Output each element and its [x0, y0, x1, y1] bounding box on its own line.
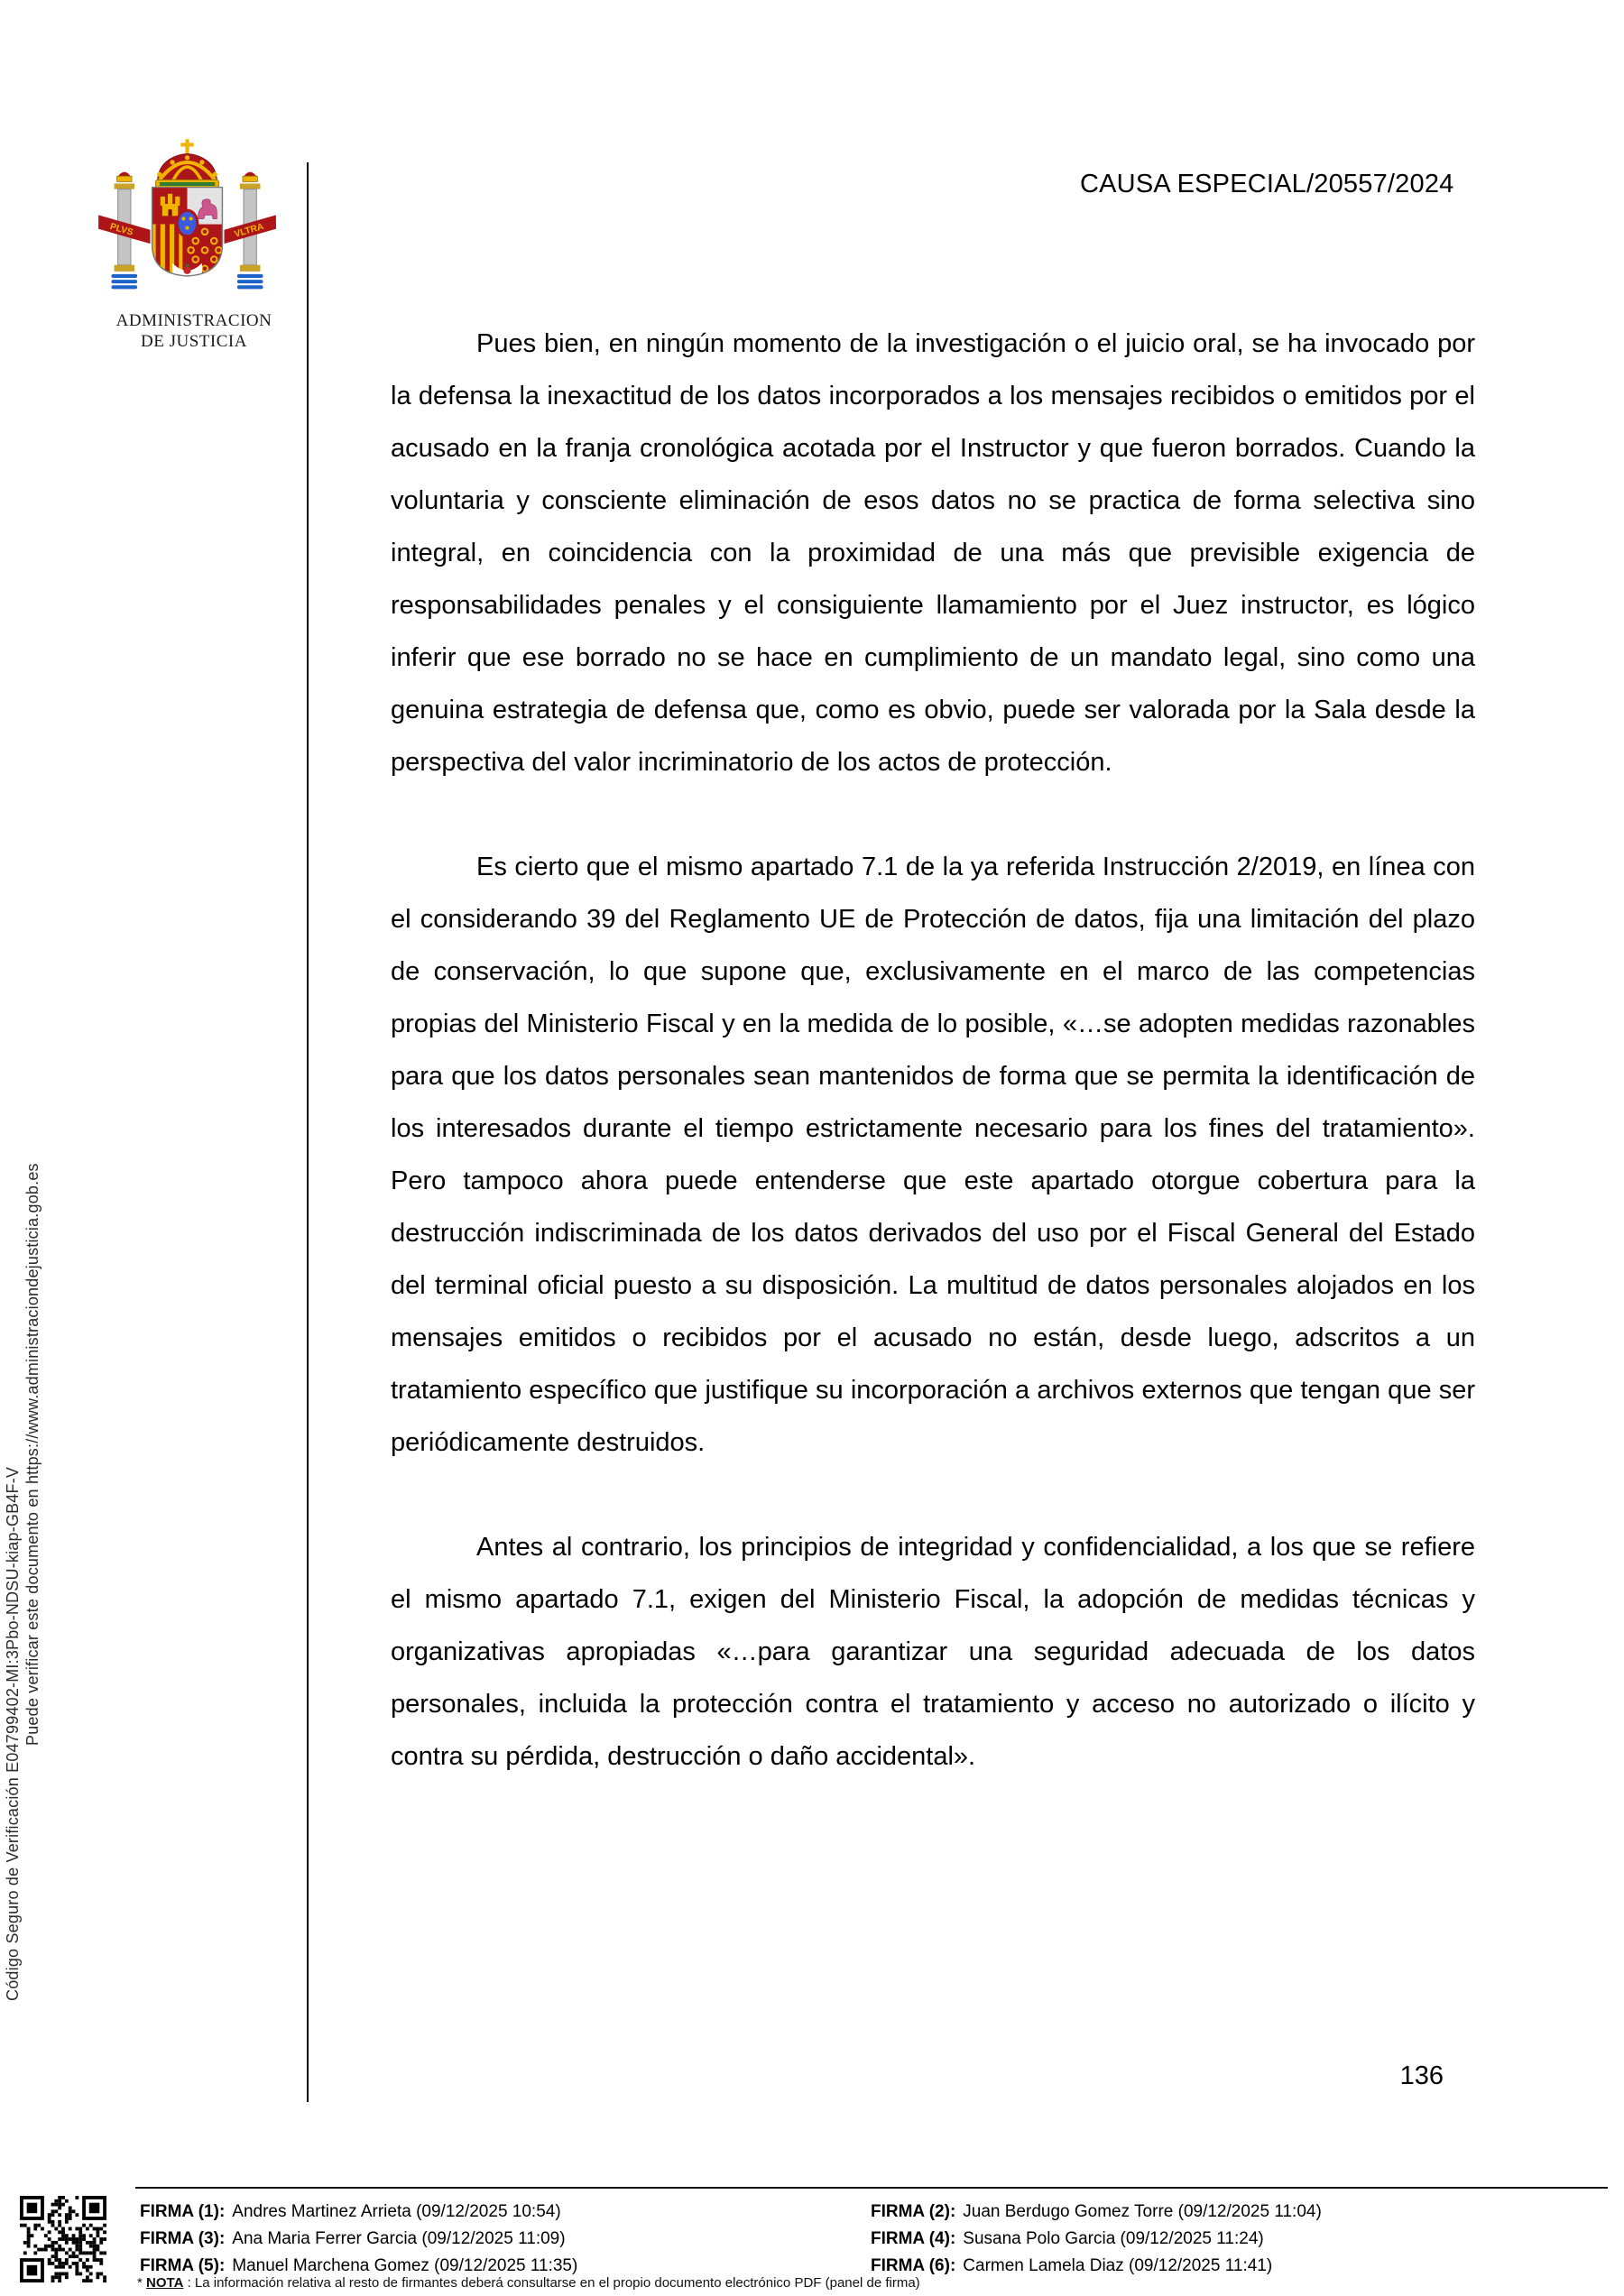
- signature-value: Manuel Marchena Gomez (09/12/2025 11:35): [232, 2256, 578, 2275]
- paragraph-2: Es cierto que el mismo apartado 7.1 de la ya referida Instrucción 2/2019, en línea con el considerando 39 del Reglamento UE de Protección de datos, fija una limitación del plazo de conservación, lo que supone que, exclusivamente en el marco de las competencias propias del Ministerio Fiscal y en la medida de lo posible, «…se adopten medidas razonables para que los datos personales sean mantenidos de forma que se permita la identificación de los interesados durante el tiempo estrictamente necesario para los fines del tratamiento». Pero tampoco ahora puede entenderse que este apartado otorgue cobertura para la destrucción indiscriminada de los datos derivados del uso por el Fiscal General del Estado del terminal oficial puesto a su disposición. La multitud de datos personales alojados en los mensajes emitidos o recibidos por el acusado no están, desde luego, adscritos a un tratamiento específico que justifique su incorporación a archivos externos que tengan que ser periódicamente destruidos.: [391, 853, 1475, 1457]
- paragraph-3: Antes al contrario, los principios de integridad y confidencialidad, a los que se refiere el mismo apartado 7.1, exigen del Ministerio Fiscal, la adopción de medidas técnicas y organizativas apropiadas «…para garantizar una seguridad adecuada de los datos personales, incluida la protección contra el tratamiento y acceso no autorizado o ilícito y contra su pérdida, destrucción o daño accidental».: [391, 1533, 1475, 1771]
- signature-value: Andres Martinez Arrieta (09/12/2025 10:54): [232, 2202, 561, 2221]
- note-label: NOTA: [146, 2275, 184, 2291]
- signature-value: Ana Maria Ferrer Garcia (09/12/2025 11:09): [232, 2229, 566, 2248]
- qr-code: [20, 2194, 106, 2284]
- signature-label: FIRMA (2):: [871, 2202, 956, 2221]
- note-star: *: [137, 2275, 143, 2291]
- signature-entry: [871, 2229, 1606, 2249]
- footer-divider: [135, 2187, 1608, 2189]
- motto-right-text: VLTRA: [233, 222, 265, 240]
- signature-entry: [871, 2202, 1606, 2222]
- motto-left-text: PLVS: [108, 222, 134, 238]
- note-text: : La información relativa al resto de firmantes deberá consultarse en el propio documento electrónico PDF (panel de firma): [183, 2275, 920, 2291]
- signature-entry: [140, 2202, 871, 2222]
- signature-entry: [140, 2256, 871, 2276]
- vertical-divider: [307, 162, 309, 2102]
- signature-label: FIRMA (1):: [140, 2202, 226, 2221]
- org-name-line1: ADMINISTRACION: [115, 311, 272, 330]
- signature-entry: [140, 2229, 871, 2249]
- page-number: 136: [1399, 2061, 1444, 2090]
- case-reference: CAUSA ESPECIAL/20557/2024: [1080, 170, 1454, 198]
- signature-value: Carmen Lamela Diaz (09/12/2025 11:41): [963, 2256, 1273, 2275]
- signature-label: FIRMA (3):: [140, 2229, 226, 2248]
- signature-label: FIRMA (5):: [140, 2256, 226, 2275]
- verification-url-text: Puede verificar este documento en https://www.administraciondejusticia.gob.es: [23, 1163, 42, 1746]
- signature-value: Juan Berdugo Gomez Torre (09/12/2025 11:04): [963, 2202, 1322, 2221]
- signature-label: FIRMA (4):: [871, 2229, 956, 2248]
- signature-label: FIRMA (6):: [871, 2256, 956, 2275]
- paragraph-1: Pues bien, en ningún momento de la investigación o el juicio oral, se ha invocado por la defensa la inexactitud de los datos incorporados a los mensajes recibidos o emitidos por el acusado en la franja cronológica acotada por el Instructor y que fueron borrados. Cuando la voluntaria y consciente eliminación de esos datos no se practica de forma selectiva sino integral, en coincidencia con la proximidad de una más que previsible exigencia de responsabilidades penales y el consiguiente llamamiento por el Juez instructor, es lógico inferir que ese borrado no se hace en cumplimiento de un mandato legal, sino como una genuina estrategia de defensa que, como es obvio, puede ser valorada por la Sala desde la perspectiva del valor incriminatorio de los actos de protección.: [391, 329, 1475, 777]
- signature-entry: [871, 2256, 1606, 2276]
- org-name-line2: DE JUSTICIA: [141, 332, 247, 351]
- signature-value: Susana Polo Garcia (09/12/2025 11:24): [963, 2229, 1264, 2248]
- coat-of-arms-icon: [95, 134, 280, 314]
- verification-code-text: Código Seguro de Verificación E04799402-MI:3Pbo-NDSU-kiap-GB4F-V: [4, 1466, 22, 2001]
- document-body: [391, 318, 1475, 1783]
- footer-note: [137, 2275, 920, 2291]
- signature-block: [140, 2199, 1606, 2280]
